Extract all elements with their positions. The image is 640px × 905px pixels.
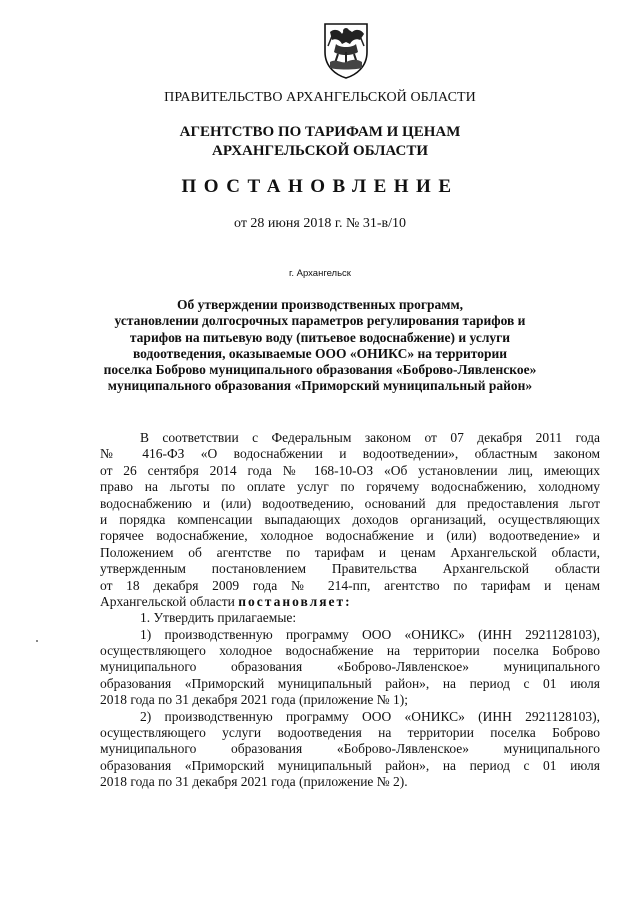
body-line: право на льготы по оплате услуг по горячему водоснабжению, холодному: [100, 479, 600, 495]
subject-line: муниципального образования «Приморский муниципальный район»: [107, 378, 533, 394]
document-type-title: ПОСТАНОВЛЕНИЕ: [181, 176, 459, 197]
subitem-1-line: 1) производственную программу ООО «ОНИКС» (ИНН 2921128103),: [140, 626, 600, 642]
subitem-1-line: осуществляющего холодное водоснабжение на территории поселка Боброво: [100, 643, 600, 659]
decree-word: постановляет:: [238, 593, 352, 609]
subject-line: установлении долгосрочных параметров регулирования тарифов и: [114, 313, 526, 329]
subitem-2-line: образования «Приморский муниципальный район», на период с 01 июля: [100, 757, 600, 773]
subject-line: Об утверждении производственных программ,: [176, 297, 464, 312]
scan-speck: [36, 640, 38, 642]
body-line: водоснабжению и (или) водоотведению, оснований для предоставления льгот: [100, 495, 600, 511]
agency-name: [0, 123, 640, 161]
subitem-1-line: 2018 года по 31 декабря 2021 года (приложение № 1);: [100, 692, 409, 708]
subitem-2-line: муниципального образования «Боброво-Лявленское» муниципального: [100, 741, 600, 757]
document-date-number: от 28 июня 2018 г. № 31-в/10: [234, 216, 406, 231]
body-line: В соответствии с Федеральным законом от 07 декабря 2011 года: [140, 430, 600, 445]
coat-of-arms-emblem: [322, 22, 370, 80]
document-city: г. Архангельск: [289, 268, 351, 279]
subitem-2-line: 2018 года по 31 декабря 2021 года (приложение № 2).: [100, 774, 408, 790]
subitem-2-line: 2) производственную программу ООО «ОНИКС» (ИНН 2921128103),: [140, 708, 600, 724]
item-1-heading: 1. Утвердить прилагаемые:: [140, 610, 297, 626]
subject-line: тарифов на питьевую воду (питьевое водоснабжение) и услуги: [129, 329, 511, 345]
body-line-text: Архангельской области: [100, 593, 235, 609]
agency-name-line-1: АГЕНТСТВО ПО ТАРИФАМ И ЦЕНАМ: [179, 124, 461, 140]
body-line-decree: [100, 594, 600, 610]
subject-line: поселка Боброво муниципального образования «Боброво-Лявленское»: [103, 362, 537, 378]
subject-line: водоотведения, оказываемые ООО «ОНИКС» на территории: [132, 345, 508, 361]
body-line: от 26 сентября 2014 года № 168-10-ОЗ «Об установлении лиц, имеющих: [100, 462, 600, 478]
body-line: № 416-ФЗ «О водоснабжении и водоотведении», областным законом: [100, 446, 600, 462]
body-line: горячее водоснабжение, холодное водоснабжение и (или) водоотведение» и: [100, 528, 600, 544]
body-line: от 18 декабря 2009 года № 214-пп, агентство по тарифам и ценам: [100, 577, 600, 593]
subitem-1-line: муниципального образования «Боброво-Лявленское» муниципального: [100, 659, 600, 675]
agency-name-line-2: АРХАНГЕЛЬСКОЙ ОБЛАСТИ: [212, 143, 428, 159]
body-line: и порядка компенсации выпадающих доходов организаций, осуществляющих: [100, 511, 600, 527]
body-line: Положением об агентстве по тарифам и ценам Архангельской области,: [100, 544, 600, 560]
body-line: утвержденным постановлением Правительства Архангельской области: [100, 561, 600, 577]
document-body: [100, 430, 600, 791]
document-subject: [0, 297, 640, 395]
subitem-2-line: осуществляющего услуги водоотведения на территории поселка Боброво: [100, 725, 600, 741]
government-title: ПРАВИТЕЛЬСТВО АРХАНГЕЛЬСКОЙ ОБЛАСТИ: [164, 90, 476, 105]
subitem-1-line: образования «Приморский муниципальный район», на период с 01 июля: [100, 675, 600, 691]
